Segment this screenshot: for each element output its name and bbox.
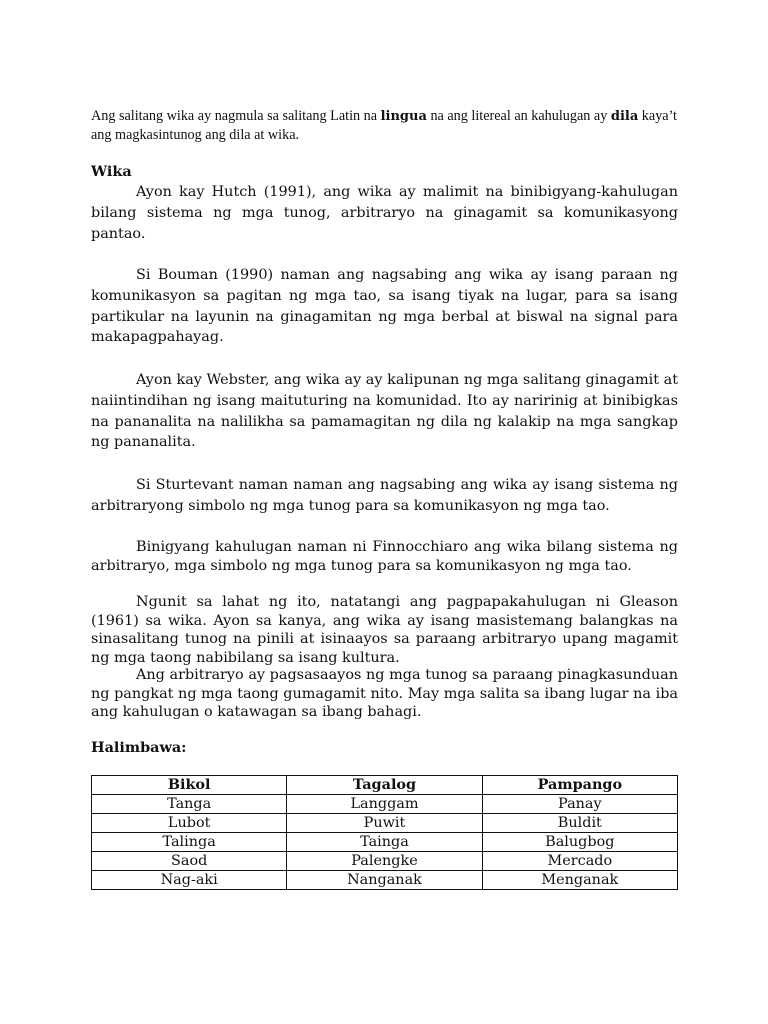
table-cell: Balugbog: [482, 833, 677, 852]
word-comparison-table: [91, 775, 678, 890]
paragraph-hutch: Ayon kay Hutch (1991), ang wika ay malimit na binibigyang-kahulugan bilang sistema ng mga tunog, arbitraryo na ginagamit sa komunikasyong pantao.: [91, 184, 678, 242]
paragraph-gleason: Ngunit sa lahat ng ito, natatangi ang pagpapakahulugan ni Gleason (1961) sa wika. Ayon sa kanya, ang wika ay isang masistemang balangkas na sinasalitang tunog na pinili at isinaayos sa paraang arbitraryo upang magamit ng mga taong nabibilang sa isang kultura.: [91, 594, 678, 666]
paragraph-arbitraryo: Ang arbitraryo ay pagsasaayos ng mga tunog sa paraang pinagkasunduan ng pangkat ng mga taong gumagamit nito. May mga salita sa ibang lugar na iba ang kahulugan o katawagan sa ibang bahagi.: [91, 667, 678, 720]
table-row: [92, 795, 678, 814]
wika-heading: Wika: [91, 163, 132, 180]
column-header: Pampango: [482, 776, 677, 795]
table-cell: Menganak: [482, 871, 677, 890]
intro-bold-lingua: lingua: [380, 109, 427, 125]
table-row: [92, 814, 678, 833]
table-cell: Langgam: [287, 795, 482, 814]
paragraph-bouman: Si Bouman (1990) naman ang nagsabing ang wika ay isang paraan ng komunikasyon sa pagitan ng mga tao, sa isang tiyak na lugar, para sa isang partikular na layunin na ginagamitan ng mga berbal at biswal na signal para makapagpahayag.: [91, 267, 678, 346]
table-cell: Saod: [92, 852, 287, 871]
intro-text-2: na ang litereal an kahulugan ay: [426, 108, 611, 125]
table-row: [92, 852, 678, 871]
table-cell: Lubot: [92, 814, 287, 833]
table-cell: Palengke: [287, 852, 482, 871]
table-cell: Mercado: [482, 852, 677, 871]
table-cell: Puwit: [287, 814, 482, 833]
paragraph-finnocchiaro: Binigyang kahulugan naman ni Finnocchiaro ang wika bilang sistema ng arbitraryo, mga simbolo ng mga tunog para sa komunikasyon ng mga tao.: [91, 539, 678, 574]
table-cell: Nag-aki: [92, 871, 287, 890]
table-cell: Talinga: [92, 833, 287, 852]
table-row: [92, 833, 678, 852]
intro-paragraph: [91, 107, 678, 144]
table-cell: Tainga: [287, 833, 482, 852]
table-cell: Nanganak: [287, 871, 482, 890]
table-row: [92, 871, 678, 890]
intro-bold-dila: dila: [610, 109, 639, 125]
table-header-row: [92, 776, 678, 795]
column-header: Bikol: [92, 776, 287, 795]
table-cell: Buldit: [482, 814, 677, 833]
column-header: Tagalog: [287, 776, 482, 795]
table-cell: Panay: [482, 795, 677, 814]
halimbawa-heading: Halimbawa:: [91, 739, 187, 756]
intro-text-3: kaya’t ang magkasintunog ang dila at wika.: [91, 108, 677, 144]
paragraph-sturtevant: Si Sturtevant naman naman ang nagsabing ang wika ay isang sistema ng arbitraryong simbolo ng mga tunog para sa komunikasyon ng mga tao.: [91, 477, 678, 514]
intro-text-1: Ang salitang wika ay nagmula sa salitang Latin na: [91, 108, 381, 125]
paragraph-webster: Ayon kay Webster, ang wika ay ay kalipunan ng mga salitang ginagamit at naiintindihan ng isang maituturing na komunidad. Ito ay naririnig at binibigkas na pananalita na nalilikha sa pamamagitan ng dila ng kalakip na mga sangkap ng pananalita.: [91, 372, 678, 451]
table-cell: Tanga: [92, 795, 287, 814]
